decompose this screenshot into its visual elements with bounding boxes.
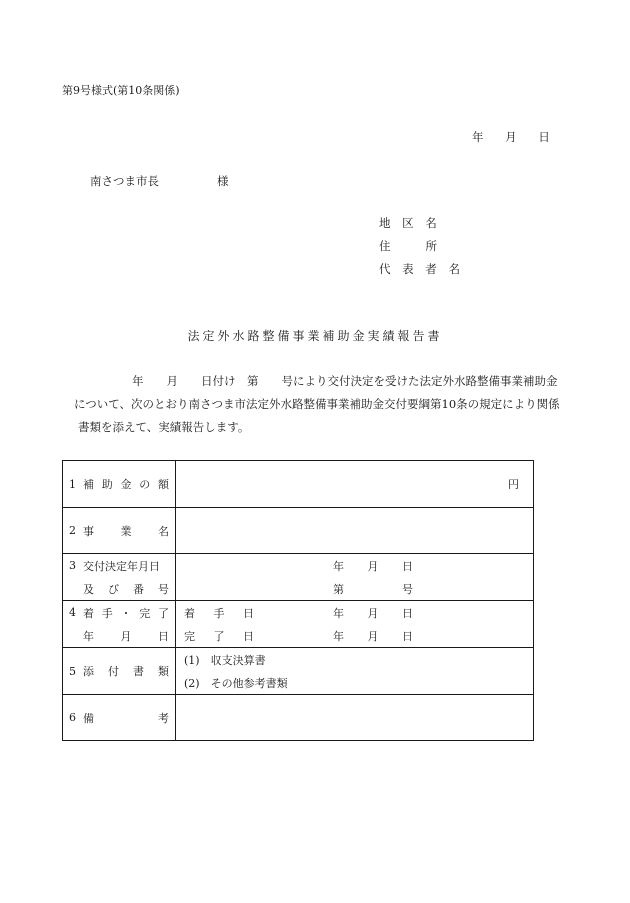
date-month: 月 [367, 606, 379, 620]
label-char: 名 [158, 524, 169, 538]
label-char: 手 [101, 606, 113, 620]
addressee-honorific: 様 [217, 174, 229, 188]
label-attachments [63, 648, 176, 695]
label-char: 年 [83, 629, 94, 643]
date-year: 年 [333, 606, 344, 620]
decision-date [333, 558, 413, 574]
spread-label [83, 710, 175, 726]
row-decision-date [63, 554, 534, 601]
report-table [62, 460, 534, 741]
spread-label [83, 558, 175, 574]
label-subsidy-amount [63, 461, 176, 508]
row-number: 5 [69, 664, 76, 678]
row-subsidy-amount [63, 461, 534, 508]
row-number: 4 [69, 606, 76, 619]
addressee-name: 南さつま市長 [90, 174, 159, 188]
document-title: 法定外水路整備事業補助金実績報告書 [187, 329, 443, 343]
label-char: 及 [83, 582, 94, 596]
label-remarks [63, 695, 176, 741]
label-char: 金 [120, 478, 132, 491]
label-char: 類 [158, 665, 169, 678]
project-name-field[interactable] [176, 508, 534, 554]
date-month: 月 [505, 130, 517, 144]
label-project-name [63, 508, 176, 554]
sender-representative: 代 表 者 名 [379, 262, 464, 276]
date-day: 日 [402, 629, 413, 643]
start-completion-field[interactable] [176, 601, 534, 648]
decision-date-field[interactable] [176, 554, 534, 601]
attachment-item-1: (1) 収支決算書 [184, 653, 266, 667]
spread-label [83, 628, 175, 644]
date-year: 年 [333, 559, 344, 573]
label-char: 了 [158, 606, 169, 620]
label-char: 額 [158, 478, 169, 491]
label-char: の [139, 478, 151, 491]
row-remarks [63, 695, 534, 741]
attachments-field[interactable] [176, 648, 534, 695]
date-day: 日 [402, 606, 413, 620]
completion-date-label [184, 628, 254, 644]
row-start-completion [63, 601, 534, 648]
row-number: 6 [69, 711, 76, 724]
label-char: ・ [120, 606, 132, 620]
label-char: 日 [158, 629, 169, 643]
label-char: 事 [83, 524, 94, 538]
subsidy-amount-field[interactable] [176, 461, 534, 508]
date-line [472, 129, 550, 145]
yen-unit: 円 [508, 478, 519, 491]
body-line-1: 年 月 日付け 第 号により交付決定を受けた法定外水路整備事業補助金 [132, 374, 558, 388]
sender-district: 地 区 名 [379, 216, 441, 230]
date-year: 年 [333, 629, 344, 643]
body-text [74, 370, 560, 439]
date-year: 年 [472, 130, 484, 144]
start-date [333, 605, 413, 621]
row-number: 1 [69, 477, 76, 491]
remarks-field[interactable] [176, 695, 534, 741]
spread-label [83, 581, 175, 597]
label-text: 交付決定年月日 [83, 559, 160, 573]
number-suffix: 号 [402, 582, 413, 596]
spread-label [83, 523, 175, 539]
body-line-2: について、次のとおり南さつま市法定外水路整備事業補助金交付要綱第10条の規定により関係 [74, 397, 560, 411]
decision-number [333, 581, 413, 597]
label-char: 添 [83, 665, 94, 678]
label-char: 手 [213, 606, 225, 620]
label-char: 書 [133, 665, 144, 678]
spread-label [83, 605, 175, 621]
label-char: 了 [213, 629, 225, 643]
row-number: 3 [69, 559, 76, 572]
spread-label [83, 476, 175, 492]
label-char: 業 [120, 524, 132, 538]
date-month: 月 [367, 629, 379, 643]
start-date-label [184, 605, 254, 621]
sender-block [379, 212, 464, 281]
label-char: 日 [243, 629, 254, 643]
label-char: 付 [108, 665, 119, 678]
label-char: び [108, 582, 119, 596]
date-month: 月 [367, 559, 379, 573]
date-day: 日 [402, 559, 413, 573]
label-char: 番 [133, 582, 144, 596]
label-start-completion [63, 601, 176, 648]
label-char: 日 [243, 606, 254, 620]
form-number: 第9号様式(第10条関係) [62, 84, 180, 97]
label-char: 完 [184, 629, 195, 643]
spread-label [83, 663, 175, 679]
date-day: 日 [538, 130, 550, 144]
number-prefix: 第 [333, 582, 344, 596]
completion-date [333, 628, 413, 644]
label-char: 号 [158, 582, 169, 596]
label-char: 補 [83, 478, 94, 491]
row-attachments [63, 648, 534, 695]
label-decision-date [63, 554, 176, 601]
label-char: 月 [120, 629, 132, 643]
label-char: 考 [158, 711, 169, 725]
body-line-3: 書類を添えて、実績報告します。 [78, 420, 250, 434]
label-char: 助 [101, 478, 113, 491]
row-project-name [63, 508, 534, 554]
sender-address: 住 所 [379, 239, 441, 253]
label-char: 着 [83, 606, 94, 620]
label-char: 完 [139, 606, 151, 620]
label-char: 備 [83, 711, 94, 725]
label-char: 着 [184, 606, 195, 620]
row-number: 2 [69, 524, 76, 537]
attachment-item-2: (2) その他参考書類 [184, 676, 288, 690]
addressee [90, 173, 229, 189]
